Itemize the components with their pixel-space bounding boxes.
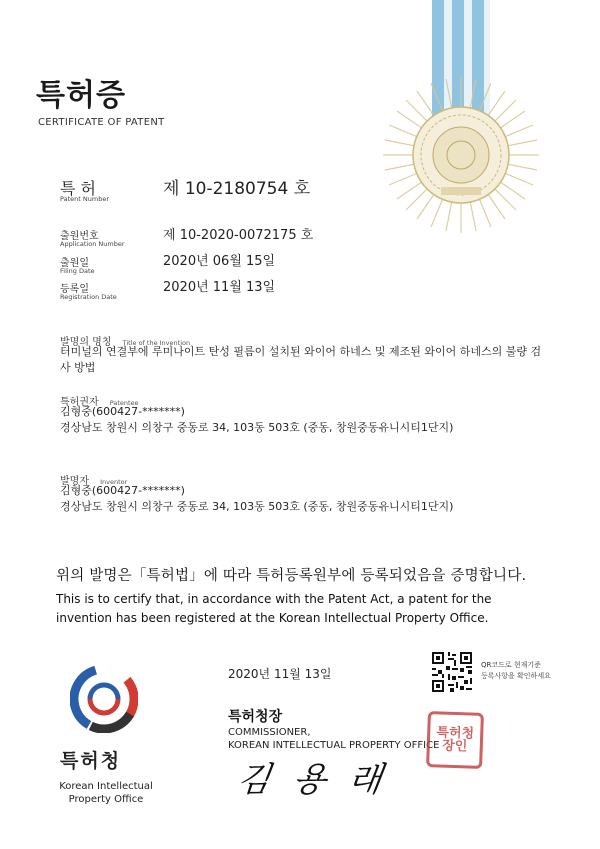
- commissioner-title-kr: 특허청장: [228, 709, 283, 725]
- certificate-title-en: CERTIFICATE OF PATENT: [38, 117, 165, 128]
- inventor-name: 김형중(600427-*******): [60, 484, 185, 497]
- agency-en-line-2: Property Office: [68, 794, 144, 805]
- qr-caption-line-2: 등록사항을 확인하세요: [481, 672, 551, 680]
- inventor-label-en: Inventor: [100, 478, 128, 486]
- invention-title: [60, 344, 580, 376]
- official-seal: [426, 711, 484, 769]
- patent-label-en: Patent Number: [60, 195, 110, 203]
- certification-en-line-2: invention has been registered at the Korean Intellectual Property Office.: [56, 611, 489, 625]
- commissioner-en-line-2: KOREAN INTELLECTUAL PROPERTY OFFICE: [228, 740, 440, 751]
- issue-date: 2020년 11월 13일: [228, 667, 332, 681]
- patentee-label-en: Patentee: [109, 399, 139, 407]
- inventor-info: [60, 483, 580, 515]
- inventor-label-kr: 발명자: [60, 476, 89, 487]
- commissioner-en-line-1: COMMISSIONER,: [228, 727, 311, 738]
- commissioner-signature: 김 용 래: [234, 760, 391, 800]
- patentee-info: [60, 404, 580, 436]
- agency-en-line-1: Korean Intellectual: [59, 781, 153, 792]
- agency-name-en: [56, 780, 156, 806]
- patentee-label-kr: 특허권자: [60, 397, 99, 408]
- certificate-title-kr: 특허증: [36, 78, 126, 113]
- medal-starburst: [383, 77, 539, 233]
- patentee-name: 김형중(600427-*******): [60, 405, 185, 418]
- commissioner-title-en: [228, 726, 439, 752]
- medal-emblem-icon: [380, 0, 540, 240]
- qr-code[interactable]: [430, 650, 474, 694]
- application-label-en: Application Number: [60, 240, 125, 248]
- application-number: 제 10-2020-0072175 호: [163, 228, 314, 243]
- patent-number: 제 10-2180754 호: [163, 179, 311, 199]
- invention-label-kr: 발명의 명칭: [60, 337, 112, 348]
- invention-label-en: Title of the Invention: [122, 339, 191, 347]
- certification-statement-en: [56, 590, 556, 628]
- registration-date: 2020년 11월 13일: [163, 280, 276, 295]
- kipo-logo-icon: [70, 665, 138, 733]
- filing-label-en: Filing Date: [60, 267, 95, 275]
- qr-caption: [481, 660, 551, 682]
- invention-title-line-2: 사 방법: [60, 361, 96, 374]
- certification-en-line-1: This is to certify that, in accordance with the Patent Act, a patent for the: [56, 592, 492, 606]
- application-label-kr: 출원번호: [60, 231, 99, 242]
- patentee-address: 경상남도 창원시 의창구 중동로 34, 103동 503호 (중동, 창원중동유니시티1단지): [60, 421, 454, 434]
- agency-name-kr: 특허청: [60, 750, 122, 772]
- filing-label-kr: 출원일: [60, 258, 89, 269]
- invention-title-line-1: 터미널의 연결부에 루미나이트 탄성 필름이 설치된 와이어 하네스 및 제조된 와이어 하네스의 불량 검: [60, 345, 542, 358]
- official-seal-text: 특허청장인: [436, 725, 475, 755]
- inventor-address: 경상남도 창원시 의창구 중동로 34, 103동 503호 (중동, 창원중동유니시티1단지): [60, 500, 454, 513]
- registration-label-en: Registration Date: [60, 293, 117, 301]
- certification-statement-kr: 위의 발명은「특허법」에 따라 특허등록원부에 등록되었음을 증명합니다.: [56, 568, 527, 584]
- patent-label-kr: 특 허: [60, 179, 96, 198]
- filing-date: 2020년 06월 15일: [163, 254, 276, 269]
- registration-label-kr: 등록일: [60, 284, 89, 295]
- qr-caption-line-1: QR코드로 현재기준: [481, 661, 541, 669]
